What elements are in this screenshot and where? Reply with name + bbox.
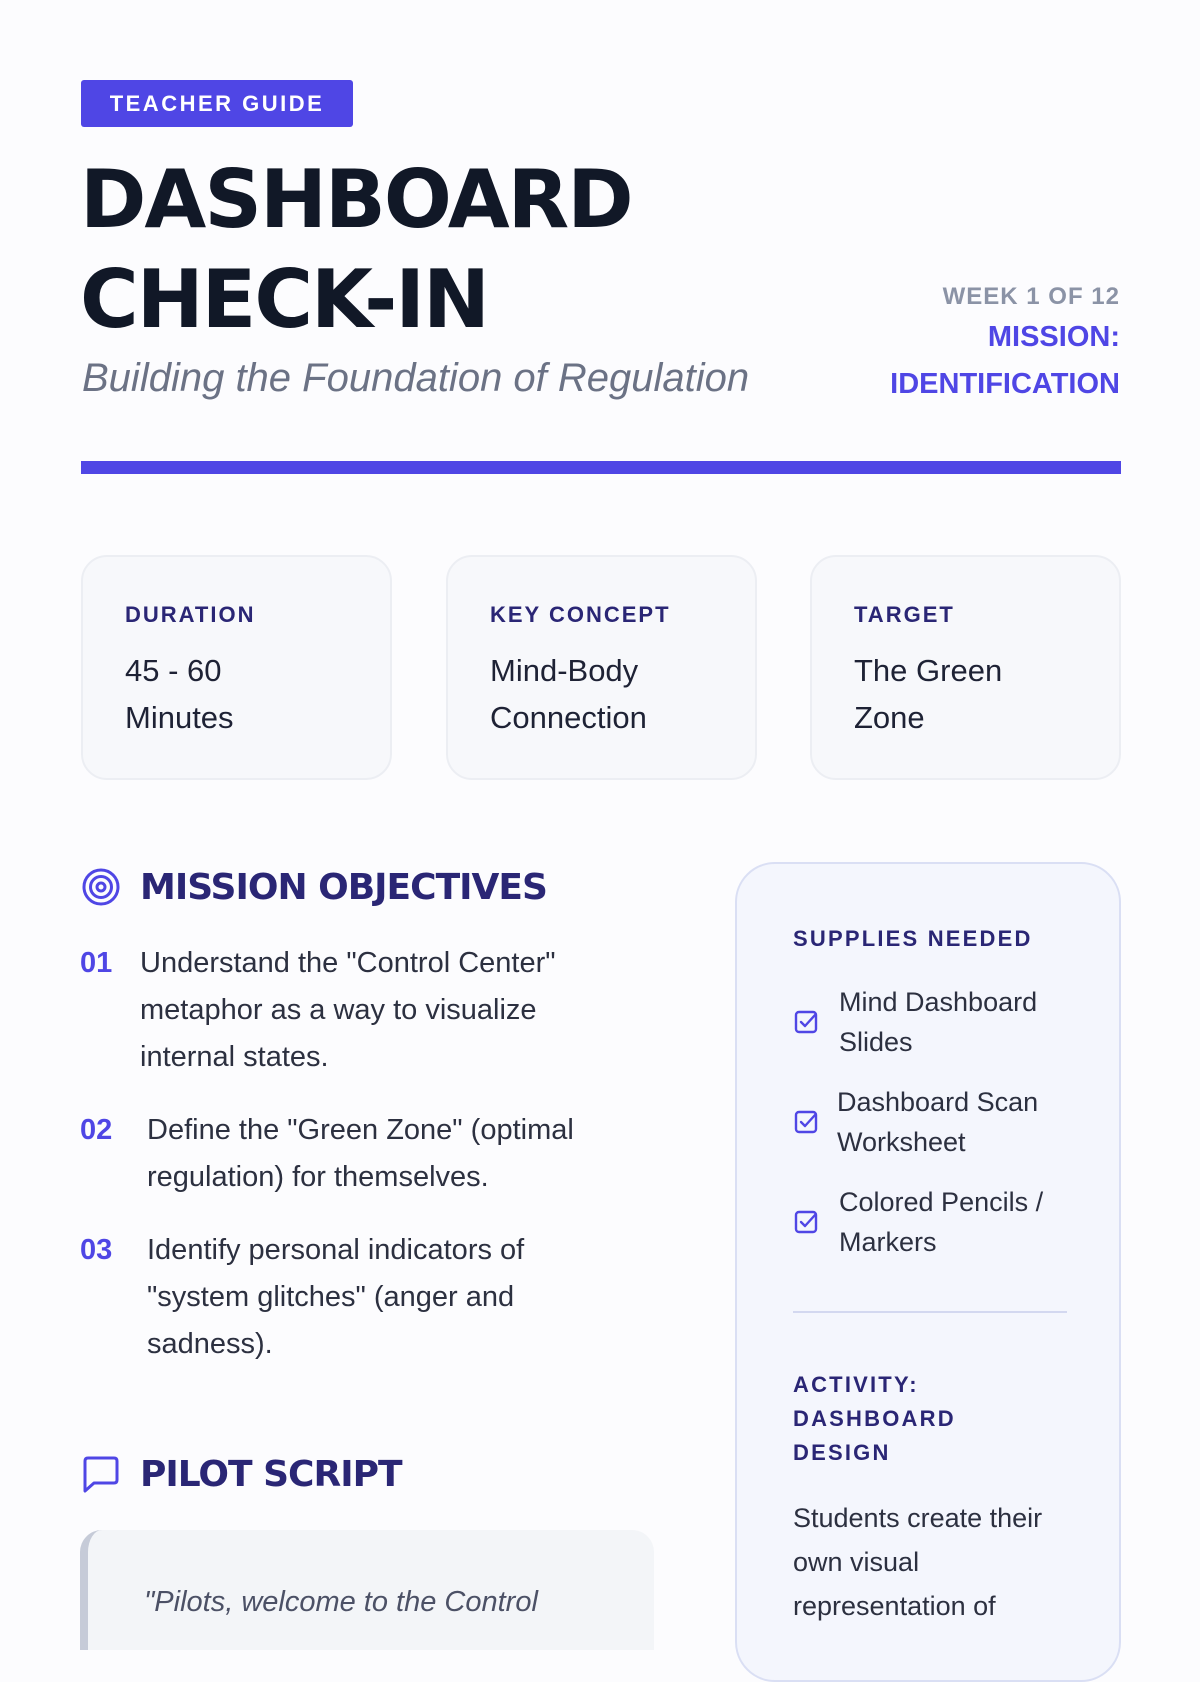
- supply-text: [839, 982, 1037, 1062]
- target-value: [854, 647, 1079, 741]
- activity-description-line: Students create their: [793, 1503, 1043, 1533]
- objective-number: 02: [80, 1114, 113, 1146]
- activity-label-line: ACTIVITY:: [793, 1372, 919, 1397]
- supply-text: [837, 1082, 1038, 1162]
- key-concept-value: [490, 647, 715, 741]
- supply-text-line: Slides: [839, 1027, 913, 1057]
- week-label: WEEK 1 OF 12: [942, 283, 1120, 310]
- key-concept-card: [446, 555, 757, 780]
- week-info: [790, 280, 1120, 408]
- supply-item: [793, 1082, 1038, 1162]
- objective-text-line: "system glitches" (anger and: [147, 1281, 515, 1313]
- script-title: PILOT SCRIPT: [140, 1453, 402, 1495]
- key-concept-label: KEY CONCEPT: [490, 602, 671, 627]
- objective-text: [147, 1107, 574, 1201]
- page-title-line-1: DASHBOARD: [80, 153, 632, 246]
- script-quote-box: [80, 1530, 654, 1650]
- objective-text-line: Understand the "Control Center": [140, 947, 556, 979]
- objective-item: [80, 1227, 640, 1368]
- objective-text-line: sadness).: [147, 1328, 273, 1360]
- mission-label-line-2: IDENTIFICATION: [890, 368, 1120, 400]
- page-subtitle: Building the Foundation of Regulation: [82, 356, 750, 400]
- target-value-line-1: The Green: [854, 653, 1003, 688]
- supply-text-line: Dashboard Scan: [837, 1087, 1039, 1117]
- objective-text-line: Identify personal indicators of: [147, 1234, 525, 1266]
- objective-item: [80, 1107, 640, 1201]
- supply-text-line: Mind Dashboard: [839, 987, 1038, 1017]
- chat-bubble-icon: [80, 1453, 122, 1495]
- objectives-title: MISSION OBJECTIVES: [140, 866, 547, 908]
- supply-text-line: Worksheet: [837, 1127, 966, 1157]
- objective-number: 03: [80, 1234, 113, 1266]
- supply-text-line: Colored Pencils /: [839, 1187, 1044, 1217]
- supply-text: [839, 1182, 1043, 1262]
- objective-text-line: regulation) for themselves.: [147, 1161, 489, 1193]
- duration-value: [125, 647, 350, 741]
- header-divider: [81, 461, 1121, 474]
- mission-label-line-1: MISSION:: [987, 321, 1120, 353]
- duration-value-line-1: 45 - 60: [125, 653, 222, 688]
- page-title-line-2: CHECK-IN: [80, 253, 488, 346]
- target-icon: [80, 866, 122, 908]
- objectives-heading: [80, 866, 547, 908]
- duration-card: [81, 555, 392, 780]
- script-heading: [80, 1453, 402, 1495]
- supply-item: [793, 982, 1037, 1062]
- target-value-line-2: Zone: [854, 700, 925, 735]
- checkbox-icon: [793, 1209, 819, 1235]
- supplies-label: SUPPLIES NEEDED: [793, 926, 1033, 951]
- objective-text-line: metaphor as a way to visualize: [140, 994, 537, 1026]
- activity-label-line: DASHBOARD: [793, 1406, 956, 1431]
- sidebar-divider: [793, 1311, 1067, 1313]
- target-card: [810, 555, 1121, 780]
- objective-text: [147, 1227, 524, 1368]
- teacher-guide-badge: TEACHER GUIDE: [81, 80, 353, 127]
- duration-label: DURATION: [125, 602, 256, 627]
- script-quote: "Pilots, welcome to the Control: [144, 1586, 538, 1618]
- checkbox-icon: [793, 1009, 819, 1035]
- target-label: TARGET: [854, 602, 955, 627]
- key-concept-value-line-1: Mind-Body: [490, 653, 639, 688]
- page-title: [80, 150, 632, 350]
- activity-description-line: own visual: [793, 1547, 920, 1577]
- objective-text-line: internal states.: [140, 1041, 329, 1073]
- activity-description-line: representation of: [793, 1591, 996, 1621]
- objective-number: 01: [80, 947, 113, 979]
- activity-description: [793, 1496, 1073, 1628]
- supply-item: [793, 1182, 1043, 1262]
- supply-text-line: Markers: [839, 1227, 937, 1257]
- activity-label-line: DESIGN: [793, 1440, 891, 1465]
- activity-label: [793, 1368, 956, 1470]
- key-concept-value-line-2: Connection: [490, 700, 647, 735]
- objective-text-line: Define the "Green Zone" (optimal: [147, 1114, 574, 1146]
- checkbox-icon: [793, 1109, 819, 1135]
- objective-item: [80, 940, 640, 1081]
- supplies-sidebar: [735, 862, 1121, 1682]
- objective-text: [140, 940, 556, 1081]
- duration-value-line-2: Minutes: [125, 700, 234, 735]
